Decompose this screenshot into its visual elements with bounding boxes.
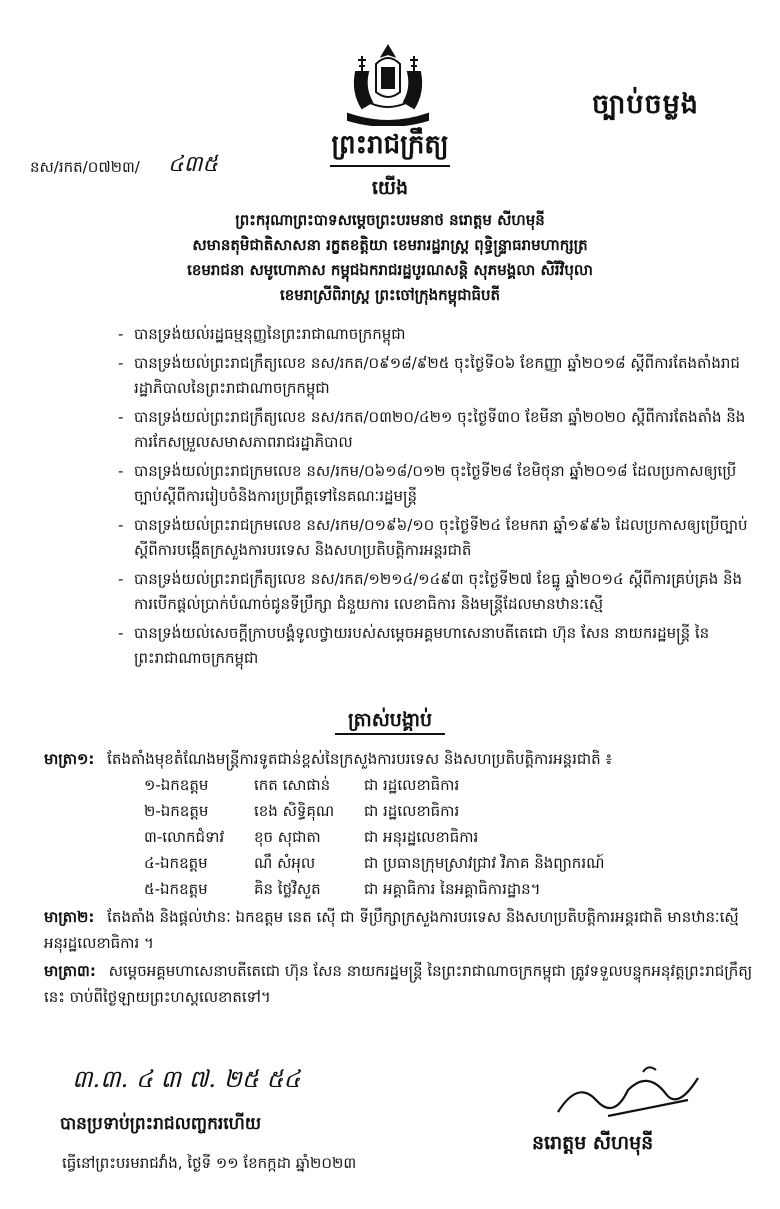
visa-item: - បានទ្រង់យល់ព្រះរាជក្រមលេខ នស/រកម/០១៩៦/១០ ចុះថ្ងៃទី២៤ ខែមករា ឆ្នាំ១៩៩៦ ដែលប្រកាសឲ្យប្រើច្បាប់ស្តីពីការបង្កើតក្រសួងការបរទេស និងសហប្រតិបត្តិការអន្តរជាតិ [118, 513, 758, 563]
royal-title-line: ខេមរាស្រីពិរាស្ត្រ ព្រះចៅក្រុងកម្ពុជាធិបតី [279, 286, 501, 304]
decree-heading: ត្រាស់បង្គាប់ [347, 709, 433, 731]
royal-seal-note: បានប្រទាប់ព្រះរាជលញ្ចករហើយ [60, 1114, 262, 1134]
article-label: មាត្រា១: [44, 750, 95, 768]
appointee-name: ខុច សុជាតា [254, 828, 321, 846]
appointee-list [44, 772, 760, 902]
visa-item: - បានទ្រង់យល់ព្រះរាជក្រឹត្យលេខ នស/រកត/១២១៤/១៤៩៣ ចុះថ្ងៃទី២៧ ខែធ្នូ ឆ្នាំ២០១៤ ស្តីពីការគ្រប់គ្រង និងការបើកផ្តល់ប្រាក់បំណាច់ជូនទីប្រឹក្សា ជំនួយការ លេខាធិការ និងមន្ត្រីដែលមានឋានៈស្មើ [118, 567, 758, 617]
royal-coat-of-arms-icon [338, 42, 438, 126]
visa-item: - បានទ្រង់យល់ព្រះរាជក្រឹត្យលេខ នស/រកត/០៩១៨/៩២៥ ចុះថ្ងៃទី០៦ ខែកញ្ញា ឆ្នាំ២០១៨ ស្តីពីការតែងតាំងរាជរដ្ឋាភិបាលនៃព្រះរាជាណាចក្រកម្ពុជា [118, 351, 758, 401]
title-divider [330, 165, 450, 167]
royal-title-line: ព្រះករុណាព្រះបាទសម្តេចព្រះបរមនាថ នរោត្តម សីហមុនី [235, 211, 545, 229]
article-3 [44, 958, 760, 1010]
appointee-name: ខេង សិទ្ធិគុណ [254, 802, 335, 820]
appointee-role: ជា រដ្ឋលេខាធិការ [364, 802, 460, 820]
appointee-role: ជា អនុរដ្ឋលេខាធិការ [364, 828, 479, 846]
appointee-title: ៤-ឯកឧត្តម [144, 854, 208, 872]
place-and-date: ធ្វើនៅព្រះបរមរាជវាំង, ថ្ងៃទី ១១ ខែកក្កដា ឆ្នាំ២០២៣ [62, 1154, 357, 1172]
article-text: តែងតាំង និងផ្តល់ឋានៈ ឯកឧត្តម នេត ស៊ើ ជា ទីប្រឹក្សាក្រសួងការបរទេស និងសហប្រតិបត្តិការអន្តរជាតិ មានឋានៈស្មើ អនុរដ្ឋលេខាធិការ ។ [44, 908, 739, 952]
visa-item: - បានទ្រង់យល់ព្រះរាជក្រឹត្យលេខ នស/រកត/០៣២០/៤២១ ចុះថ្ងៃទី៣០ ខែមីនា ឆ្នាំ២០២០ ស្តីពីការតែងតាំង និងការកែសម្រួលសមាសភាពរាជរដ្ឋាភិបាល [118, 405, 758, 455]
certified-copy-stamp: ច្បាប់ចម្លង [592, 89, 699, 120]
article-text: សម្តេចអគ្គមហាសេនាបតីតេជោ ហ៊ុន សែន នាយករដ្ឋមន្ត្រី នៃព្រះរាជាណាចក្រកម្ពុជា ត្រូវទទួលបន្ទុកអនុវត្តព្រះរាជក្រឹត្យនេះ ចាប់ពីថ្ងៃឡាយព្រះហស្តលេខាតទៅ។ [44, 962, 753, 1006]
article-text: តែងតាំងមុខតំណែងមន្ត្រីការទូតជាន់ខ្ពស់នៃក្រសួងការបរទេស និងសហប្រតិបត្តិការអន្តរជាតិ ៖ [107, 750, 613, 768]
reference-handwritten-number: ៤៣៥ [168, 152, 218, 177]
royal-title-line: ខេមរាជនា សមូហោភាស កម្ពុជឯករាជរដ្ឋបូរណសន្តិ សុភមង្គលា សិរីវិបុលា [187, 261, 593, 279]
appointee-title: ៥-ឯកឧត្តម [144, 880, 208, 898]
appointee-title: ២-ឯកឧត្តម [144, 802, 209, 820]
we-heading: យើង [371, 177, 409, 199]
list-item [144, 798, 760, 824]
document-title: ព្រះរាជក្រឹត្យ [331, 130, 449, 160]
article-label: មាត្រា៣: [44, 962, 96, 980]
appointee-title: ៣-លោកជំទាវ [144, 828, 225, 846]
appointee-role: ជា រដ្ឋលេខាធិការ [364, 776, 460, 794]
signatory-name: នរោត្តម សីហមុនី [532, 1132, 654, 1154]
appointee-name: កេត សោផាន់ [254, 776, 331, 794]
royal-title-line: សមានតុមិជាតិសាសនា រក្ខតខត្តិយា ខេមរារដ្ឋរាស្ត្រ ពុទ្ធិន្ទ្រាធរាមហាក្សត្រ [192, 236, 588, 254]
visa-item: - បានទ្រង់យល់ព្រះរាជក្រមលេខ នស/រកម/០៦១៨/០១២ ចុះថ្ងៃទី២៨ ខែមិថុនា ឆ្នាំ២០១៨ ដែលប្រកាសឲ្យប្រើច្បាប់ស្តីពីការរៀបចំនិងការប្រព្រឹត្តទៅនៃគណៈរដ្ឋមន្ត្រី [118, 459, 758, 509]
list-item [144, 850, 760, 876]
article-2 [44, 904, 760, 956]
appointee-name: ណឹ សំអុល [254, 854, 316, 872]
article-label: មាត្រា២: [44, 908, 95, 926]
appointee-role: ជា អគ្គាធិការ នៃអគ្គាធិការដ្ឋាន។ [364, 880, 541, 898]
appointee-title: ១-ឯកឧត្តម [144, 776, 209, 794]
handwritten-date: ៣.៣. ៤ ៣ ៧. ២៥ ៥៤ [72, 1065, 301, 1093]
visa-list [118, 322, 758, 675]
appointee-name: គិន ថ្លៃវិសួត [254, 880, 321, 898]
visa-item: - បានទ្រង់យល់រដ្ឋធម្មនុញ្ញនៃព្រះរាជាណាចក្រកម្ពុជា [118, 322, 758, 347]
reference-number: នស/រកត/០៧២៣/ [30, 158, 140, 176]
list-item [144, 824, 760, 850]
appointee-role: ជា ប្រធានក្រុមស្រាវជ្រាវ វិភាគ និងព្យាករណ៍ [364, 854, 605, 872]
list-item [144, 876, 760, 902]
decree-heading-underline [335, 733, 445, 735]
article-1 [44, 746, 760, 772]
king-signature [548, 1060, 718, 1130]
royal-titles [0, 208, 780, 308]
list-item [144, 772, 760, 798]
articles [44, 744, 760, 1010]
visa-item: - បានទ្រង់យល់សេចក្តីក្រាបបង្គំទូលថ្វាយរបស់សម្តេចអគ្គមហាសេនាបតីតេជោ ហ៊ុន សែន នាយករដ្ឋមន្ត្រី នៃព្រះរាជាណាចក្រកម្ពុជា [118, 621, 758, 671]
